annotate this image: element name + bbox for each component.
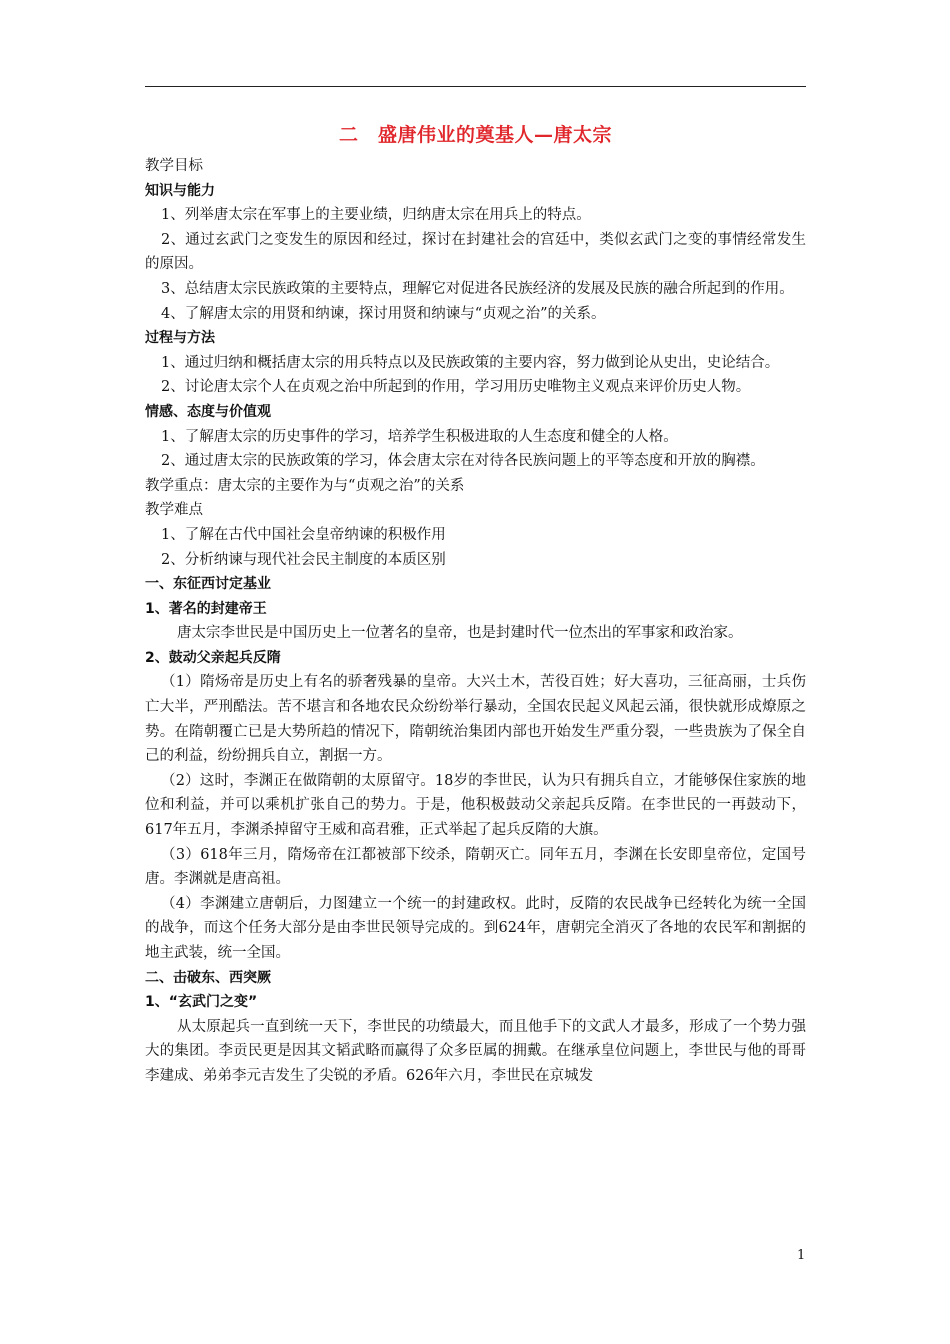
paragraph: 3、总结唐太宗民族政策的主要特点，理解它对促进各民族经济的发展及民族的融合所起到的作用。 (161, 280, 794, 297)
paragraph: （3）618年三月，隋炀帝在江都被部下绞杀，隋朝灭亡。同年五月，李渊在长安即皇帝位，定国号唐。李渊就是唐高祖。 (145, 846, 806, 888)
section-heading: 一、东征西讨定基业 (145, 576, 271, 593)
paragraph: 教学目标 (145, 158, 203, 174)
paragraph-list (145, 154, 806, 1089)
paragraph: （1）隋炀帝是历史上有名的骄奢残暴的皇帝。大兴土木，苦役百姓；好大喜功，三征高丽，士兵伤亡大半，严刑酷法。苦不堪言和各地农民众纷纷举行暴动，全国农民起义风起云涌，很快就形成燎原之势。在隋朝覆亡已是大势所趋的情况下，隋朝统治集团内部也开始发生严重分裂，一些贵族为了保全自己的利益，纷纷拥兵自立，割据一方。 (145, 674, 806, 765)
section-heading: 知识与能力 (145, 182, 215, 199)
paragraph: （2）这时，李渊正在做隋朝的太原留守。18岁的李世民，认为只有拥兵自立，才能够保住家族的地位和利益，并可以乘机扩张自己的势力。于是，他积极鼓动父亲起兵反隋。在李世民的一再鼓动下，617年五月，李渊杀掉留守王威和高君雅，正式举起了起兵反隋的大旗。 (145, 772, 806, 839)
paragraph: 2、分析纳谏与现代社会民主制度的本质区别 (161, 551, 446, 568)
paragraph: 2、通过玄武门之变发生的原因和经过，探讨在封建社会的宫廷中，类似玄武门之变的事情经常发生的原因。 (145, 231, 806, 273)
paragraph: 1、了解在古代中国社会皇帝纳谏的积极作用 (161, 526, 446, 543)
paragraph: 1、了解唐太宗的历史事件的学习，培养学生积极进取的人生态度和健全的人格。 (161, 428, 678, 445)
paragraph: 教学重点：唐太宗的主要作为与“贞观之治”的关系 (145, 477, 465, 494)
section-heading: 1、“玄武门之变” (145, 994, 258, 1011)
section-heading: 2、鼓动父亲起兵反隋 (145, 649, 281, 666)
header-rule (145, 86, 806, 87)
document-title: 二 盛唐伟业的奠基人—唐太宗 (338, 124, 612, 146)
paragraph: 2、讨论唐太宗个人在贞观之治中所起到的作用，学习用历史唯物主义观点来评价历史人物。 (161, 379, 751, 396)
page-number: 1 (797, 1248, 806, 1263)
document-body (145, 120, 806, 1089)
paragraph: （4）李渊建立唐朝后，力图建立一个统一的封建政权。此时，反隋的农民战争已经转化为统一全国的战争，而这个任务大部分是由李世民领导完成的。到624年，唐朝完全消灭了各地的农民军和割据的地主武装，统一全国。 (145, 895, 806, 961)
paragraph: 唐太宗李世民是中国历史上一位著名的皇帝，也是封建时代一位杰出的军事家和政治家。 (177, 625, 743, 642)
section-heading: 1、著名的封建帝王 (145, 600, 267, 617)
paragraph: 1、列举唐太宗在军事上的主要业绩，归纳唐太宗在用兵上的特点。 (161, 207, 591, 224)
section-heading: 二、击破东、西突厥 (145, 969, 271, 986)
paragraph: 教学难点 (145, 502, 203, 519)
paragraph: 2、通过唐太宗的民族政策的学习，体会唐太宗在对待各民族问题上的平等态度和开放的胸襟。 (161, 453, 765, 470)
section-heading: 情感、态度与价值观 (145, 403, 271, 420)
paragraph: 1、通过归纳和概括唐太宗的用兵特点以及民族政策的主要内容，努力做到论从史出，史论结合。 (161, 354, 780, 371)
paragraph: 从太原起兵一直到统一天下，李世民的功绩最大，而且他手下的文武人才最多，形成了一个势力强大的集团。李贡民更是因其文韬武略而赢得了众多臣属的拥戴。在继承皇位问题上，李世民与他的哥哥李建成、弟弟李元吉发生了尖锐的矛盾。626年六月，李世民在京城发 (145, 1018, 806, 1084)
section-heading: 过程与方法 (145, 330, 215, 347)
paragraph: 4、了解唐太宗的用贤和纳谏，探讨用贤和纳谏与“贞观之治”的关系。 (161, 305, 606, 322)
